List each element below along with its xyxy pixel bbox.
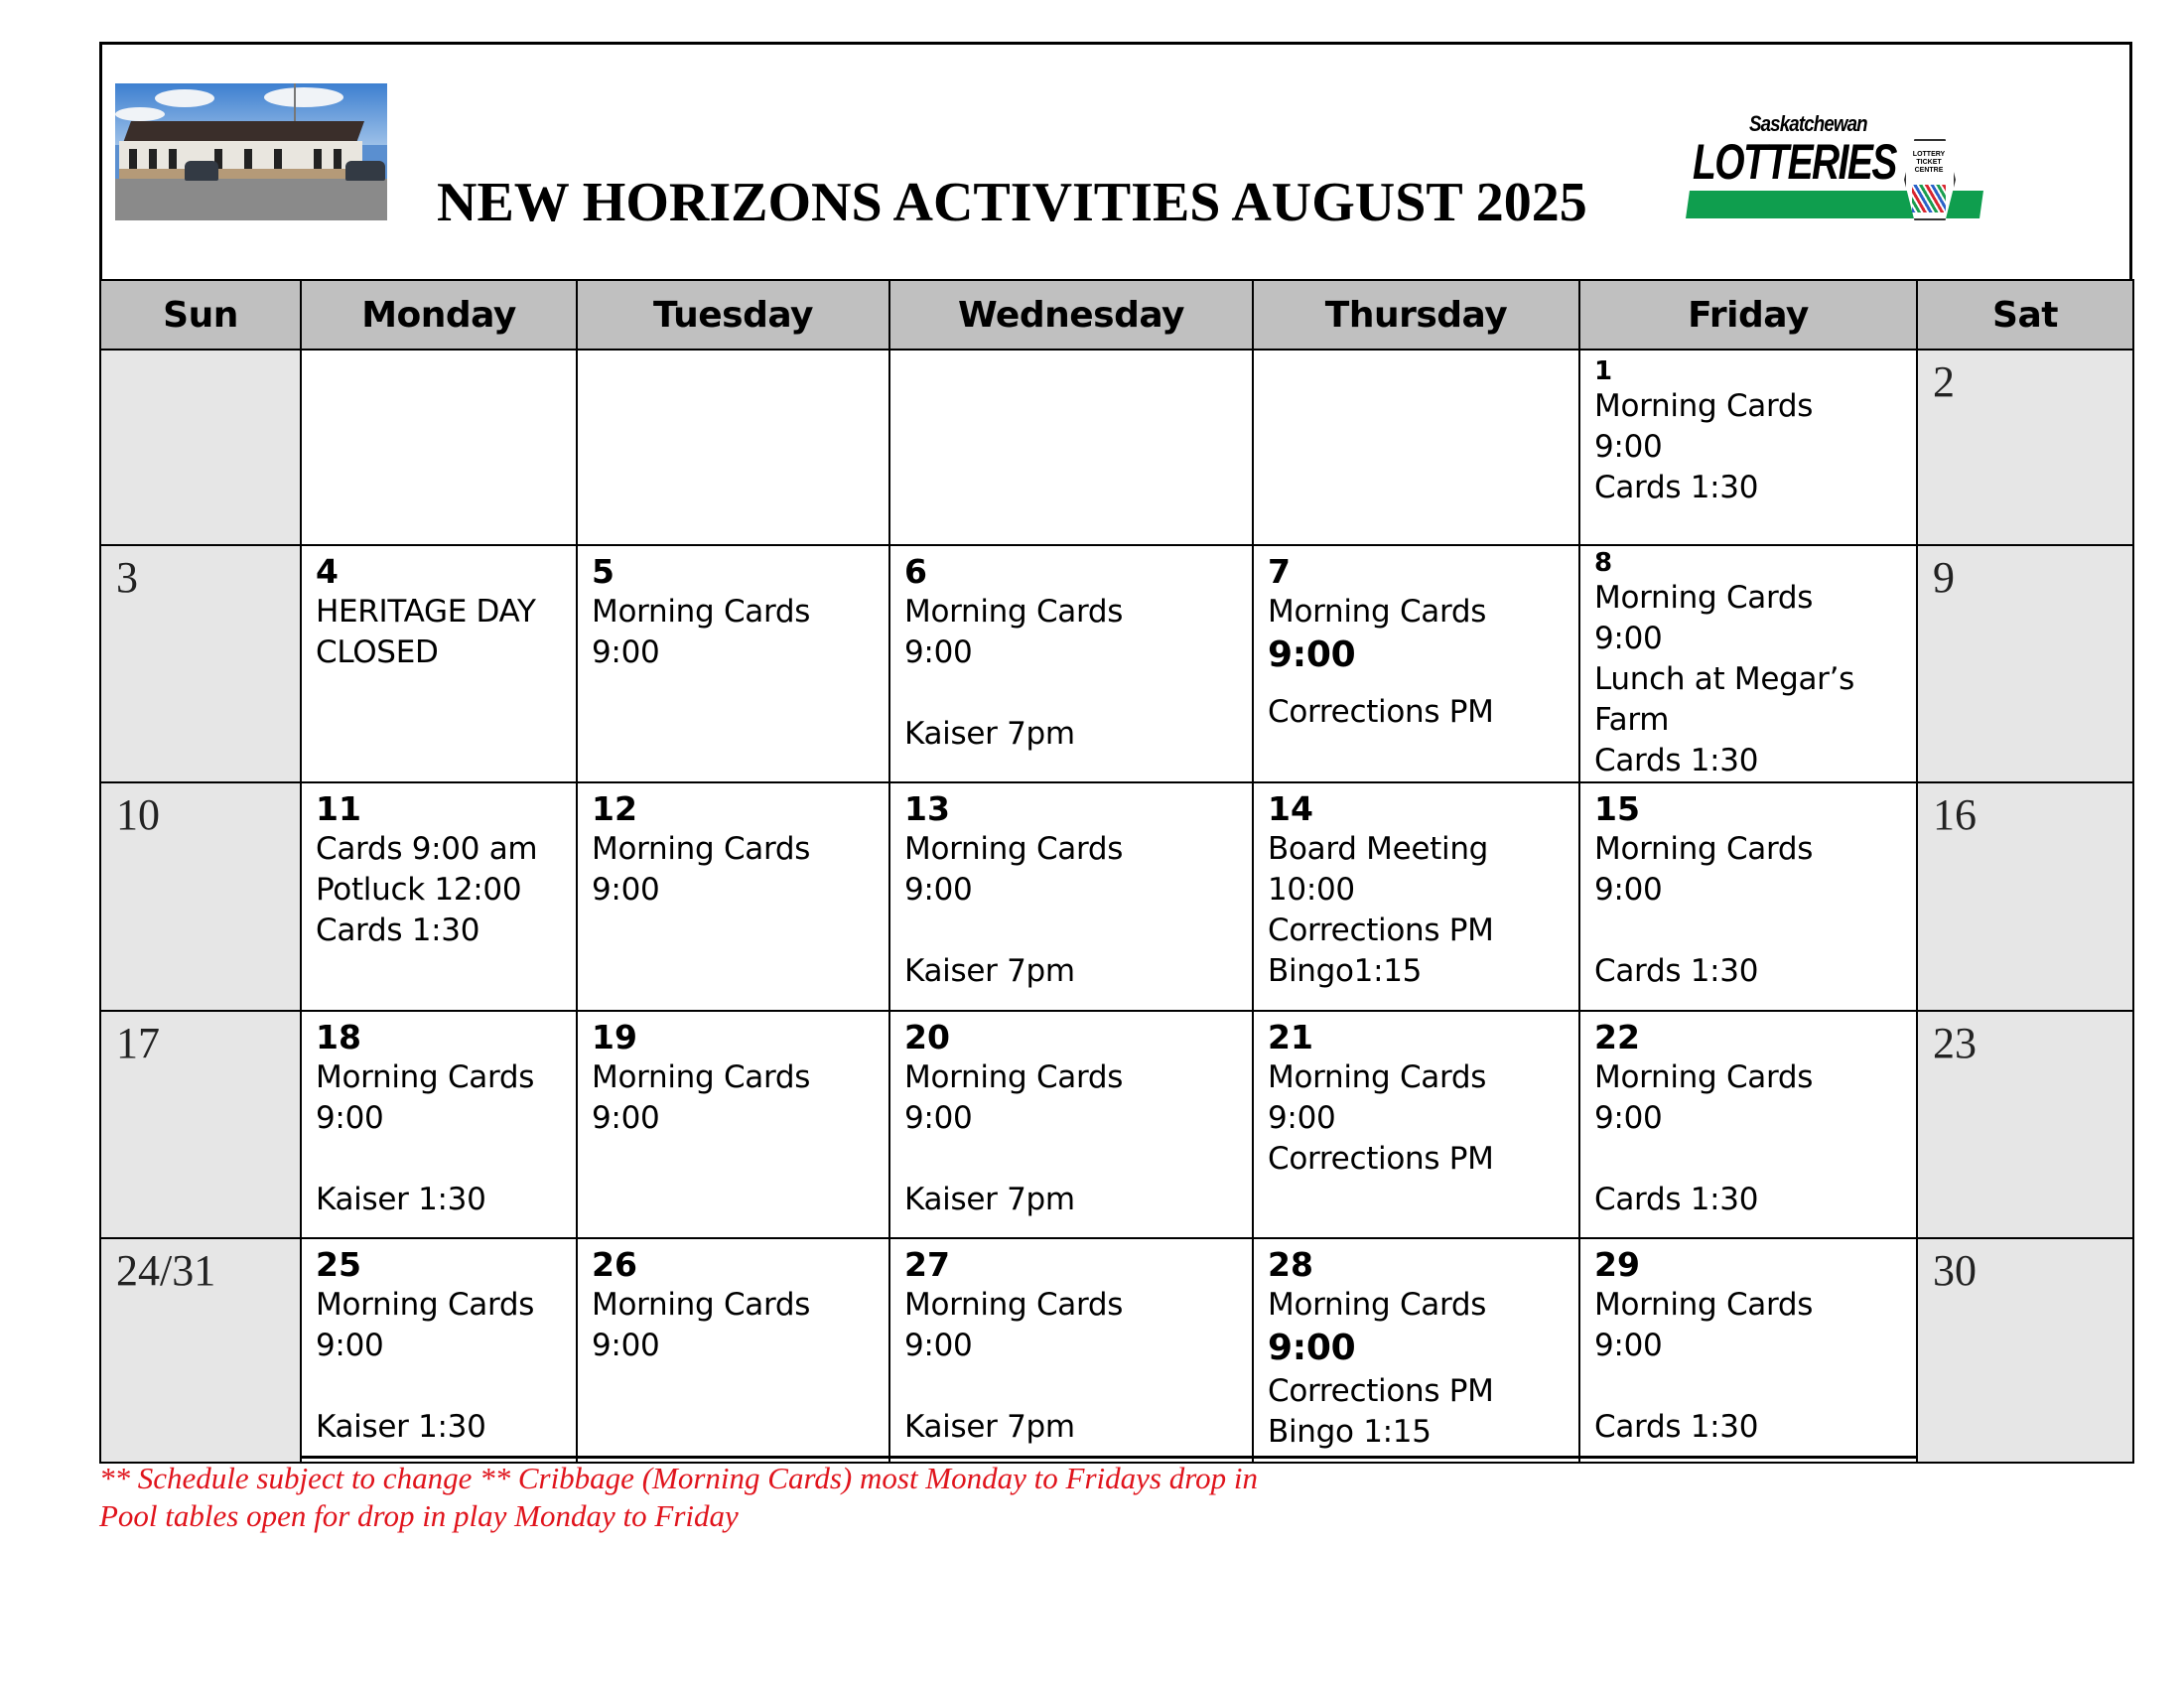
day-number: 3 xyxy=(116,553,138,602)
event-line: Morning Cards xyxy=(1594,1059,1814,1095)
event-line: Kaiser 1:30 xyxy=(316,1409,486,1445)
event-spacer xyxy=(904,911,1252,951)
page-title: NEW HORIZONS ACTIVITIES AUGUST 2025 xyxy=(437,172,1587,233)
day-cell-mon xyxy=(301,1238,577,1463)
day-cell-sat xyxy=(1917,1011,2133,1238)
event-line: Cards 9:00 am xyxy=(316,831,538,867)
event-line: Morning Cards xyxy=(904,1059,1124,1095)
weekday-header-row xyxy=(100,280,2133,350)
event-line: 9:00 xyxy=(904,872,973,908)
event-spacer xyxy=(316,1139,576,1180)
day-number: 24/31 xyxy=(116,1246,216,1295)
calendar-grid xyxy=(99,279,2134,1464)
day-cell-fri xyxy=(1579,1011,1917,1238)
event-line: 9:00 xyxy=(316,1328,384,1363)
event-line: Morning Cards xyxy=(1594,580,1814,616)
event-line: Corrections PM xyxy=(1268,913,1494,948)
event-line: Morning Cards xyxy=(316,1287,535,1323)
event-line: Cards 1:30 xyxy=(1594,953,1759,989)
day-cell-sun xyxy=(100,1238,301,1463)
day-number: 12 xyxy=(592,789,637,828)
event-line: Corrections PM xyxy=(1268,694,1494,730)
weekday-tuesday: Tuesday xyxy=(577,280,889,350)
event-line: CLOSED xyxy=(316,634,439,670)
event-line: 9:00 xyxy=(1268,1100,1336,1136)
day-cell-sun xyxy=(100,782,301,1011)
event-line: 9:00 xyxy=(904,1328,973,1363)
event-line: Kaiser 7pm xyxy=(904,716,1075,752)
event-line: 9:00 xyxy=(904,1100,973,1136)
event-line: 9:00 xyxy=(592,1328,660,1363)
event-line: Cards 1:30 xyxy=(1594,1182,1759,1217)
event-spacer xyxy=(316,1366,576,1407)
day-number: 1 xyxy=(1594,356,1613,386)
event-line: 9:00 xyxy=(1594,872,1663,908)
event-line: Morning Cards xyxy=(1268,1287,1487,1323)
event-line: 9:00 xyxy=(592,634,660,670)
weekday-sat: Sat xyxy=(1917,280,2133,350)
day-cell-sun xyxy=(100,350,301,545)
event-line: Bingo1:15 xyxy=(1268,953,1423,989)
day-cell-tue xyxy=(577,1011,889,1238)
event-line: Morning Cards xyxy=(592,594,811,630)
day-cell-wed xyxy=(889,350,1253,545)
event-spacer xyxy=(904,1139,1252,1180)
day-number: 23 xyxy=(1933,1019,1977,1067)
event-line: Morning Cards xyxy=(592,1059,811,1095)
event-line: Morning Cards xyxy=(904,831,1124,867)
weekday-wednesday: Wednesday xyxy=(889,280,1253,350)
event-line: Kaiser 7pm xyxy=(904,953,1075,989)
building-photo xyxy=(115,83,387,220)
day-number: 4 xyxy=(316,552,339,591)
event-spacer xyxy=(1594,911,1916,951)
day-cell-mon xyxy=(301,545,577,782)
day-number: 11 xyxy=(316,789,361,828)
schedule-footnote xyxy=(99,1460,1258,1535)
event-line: Morning Cards xyxy=(592,831,811,867)
day-cell-sun xyxy=(100,545,301,782)
day-number: 10 xyxy=(116,790,160,839)
week-row xyxy=(100,350,2133,545)
day-number: 18 xyxy=(316,1018,361,1056)
day-number: 17 xyxy=(116,1019,160,1067)
day-cell-tue xyxy=(577,350,889,545)
event-line: 9:00 xyxy=(316,1100,384,1136)
event-line: Morning Cards xyxy=(316,1059,535,1095)
logo-main-text: LOTTERIES xyxy=(1693,134,1896,190)
day-cell-fri xyxy=(1579,545,1917,782)
event-line: Morning Cards xyxy=(1594,388,1814,424)
day-number: 15 xyxy=(1594,789,1640,828)
day-cell-sat xyxy=(1917,1238,2133,1463)
day-number: 13 xyxy=(904,789,950,828)
event-line: 9:00 xyxy=(904,634,973,670)
day-number: 7 xyxy=(1268,552,1291,591)
event-line: Potluck 12:00 xyxy=(316,872,522,908)
event-line: 9:00 xyxy=(1594,1328,1663,1363)
event-line: Morning Cards xyxy=(904,1287,1124,1323)
footnote-line-2: Pool tables open for drop in play Monday to Friday xyxy=(99,1498,739,1533)
weekday-thursday: Thursday xyxy=(1253,280,1579,350)
event-line: Corrections PM xyxy=(1268,1373,1494,1409)
event-line: 9:00 xyxy=(592,1100,660,1136)
logo-top-text: Saskatchewan xyxy=(1749,111,1867,136)
day-number: 5 xyxy=(592,552,614,591)
day-number: 8 xyxy=(1594,548,1613,578)
day-number: 29 xyxy=(1594,1245,1640,1284)
day-cell-sat xyxy=(1917,782,2133,1011)
day-cell-wed xyxy=(889,545,1253,782)
day-number: 21 xyxy=(1268,1018,1313,1056)
day-cell-tue xyxy=(577,545,889,782)
event-line: 9:00 xyxy=(1594,1100,1663,1136)
event-line: Lunch at Megar’s xyxy=(1594,661,1855,697)
event-line: Kaiser 1:30 xyxy=(316,1182,486,1217)
day-cell-thu xyxy=(1253,1238,1579,1463)
day-number: 30 xyxy=(1933,1246,1977,1295)
day-number: 28 xyxy=(1268,1245,1313,1284)
event-line: Morning Cards xyxy=(1268,594,1487,630)
week-row xyxy=(100,1238,2133,1463)
day-number: 2 xyxy=(1933,357,1955,406)
event-line: Cards 1:30 xyxy=(316,913,480,948)
event-line: 9:00 xyxy=(1594,621,1663,656)
event-line: Cards 1:30 xyxy=(1594,470,1759,505)
day-cell-mon xyxy=(301,350,577,545)
event-line: 9:00 xyxy=(1268,1328,1356,1368)
logo-stripes-icon xyxy=(1912,185,1946,212)
footnote-line-1: ** Schedule subject to change ** Cribbage (Morning Cards) most Monday to Fridays drop in xyxy=(99,1461,1258,1495)
event-line: Kaiser 7pm xyxy=(904,1409,1075,1445)
event-line: Cards 1:30 xyxy=(1594,743,1759,778)
day-cell-tue xyxy=(577,782,889,1011)
event-spacer xyxy=(904,673,1252,714)
day-cell-thu xyxy=(1253,782,1579,1011)
day-cell-fri xyxy=(1579,1238,1917,1463)
day-cell-wed xyxy=(889,782,1253,1011)
day-number: 26 xyxy=(592,1245,637,1284)
day-number: 20 xyxy=(904,1018,950,1056)
weekday-monday: Monday xyxy=(301,280,577,350)
event-line: Bingo 1:15 xyxy=(1268,1414,1432,1450)
event-line: Cards 1:30 xyxy=(1594,1409,1759,1445)
event-line: 9:00 xyxy=(1268,634,1356,675)
event-spacer xyxy=(1594,1139,1916,1180)
day-cell-sat xyxy=(1917,350,2133,545)
event-line: Morning Cards xyxy=(1268,1059,1487,1095)
logo-badge-text: LOTTERY TICKET CENTRE xyxy=(1912,151,1946,174)
event-line: 9:00 xyxy=(592,872,660,908)
event-line: Morning Cards xyxy=(904,594,1124,630)
day-cell-wed xyxy=(889,1011,1253,1238)
day-cell-mon xyxy=(301,1011,577,1238)
event-line: Morning Cards xyxy=(1594,1287,1814,1323)
week-row xyxy=(100,1011,2133,1238)
sask-lotteries-logo xyxy=(1688,111,1985,220)
event-spacer xyxy=(1594,1366,1916,1407)
event-line: HERITAGE DAY xyxy=(316,594,536,630)
event-line: Morning Cards xyxy=(1594,831,1814,867)
day-cell-thu xyxy=(1253,545,1579,782)
day-number: 14 xyxy=(1268,789,1313,828)
day-number: 27 xyxy=(904,1245,950,1284)
day-cell-wed xyxy=(889,1238,1253,1463)
weekday-sun: Sun xyxy=(100,280,301,350)
week-row xyxy=(100,782,2133,1011)
week-row xyxy=(100,545,2133,782)
day-cell-sun xyxy=(100,1011,301,1238)
event-line: Corrections PM xyxy=(1268,1141,1494,1177)
day-cell-thu xyxy=(1253,350,1579,545)
day-number: 6 xyxy=(904,552,927,591)
day-number: 22 xyxy=(1594,1018,1640,1056)
day-cell-sat xyxy=(1917,545,2133,782)
event-line: 10:00 xyxy=(1268,872,1355,908)
day-cell-fri xyxy=(1579,782,1917,1011)
event-line: Morning Cards xyxy=(592,1287,811,1323)
day-cell-fri xyxy=(1579,350,1917,545)
day-cell-thu xyxy=(1253,1011,1579,1238)
event-line: Board Meeting xyxy=(1268,831,1489,867)
day-number: 25 xyxy=(316,1245,361,1284)
event-line: 9:00 xyxy=(1594,429,1663,465)
day-number: 19 xyxy=(592,1018,637,1056)
event-line: Kaiser 7pm xyxy=(904,1182,1075,1217)
day-cell-mon xyxy=(301,782,577,1011)
event-spacer xyxy=(904,1366,1252,1407)
weekday-friday: Friday xyxy=(1579,280,1917,350)
day-number: 9 xyxy=(1933,553,1955,602)
day-cell-tue xyxy=(577,1238,889,1463)
day-number: 16 xyxy=(1933,790,1977,839)
event-line: Farm xyxy=(1594,702,1670,738)
